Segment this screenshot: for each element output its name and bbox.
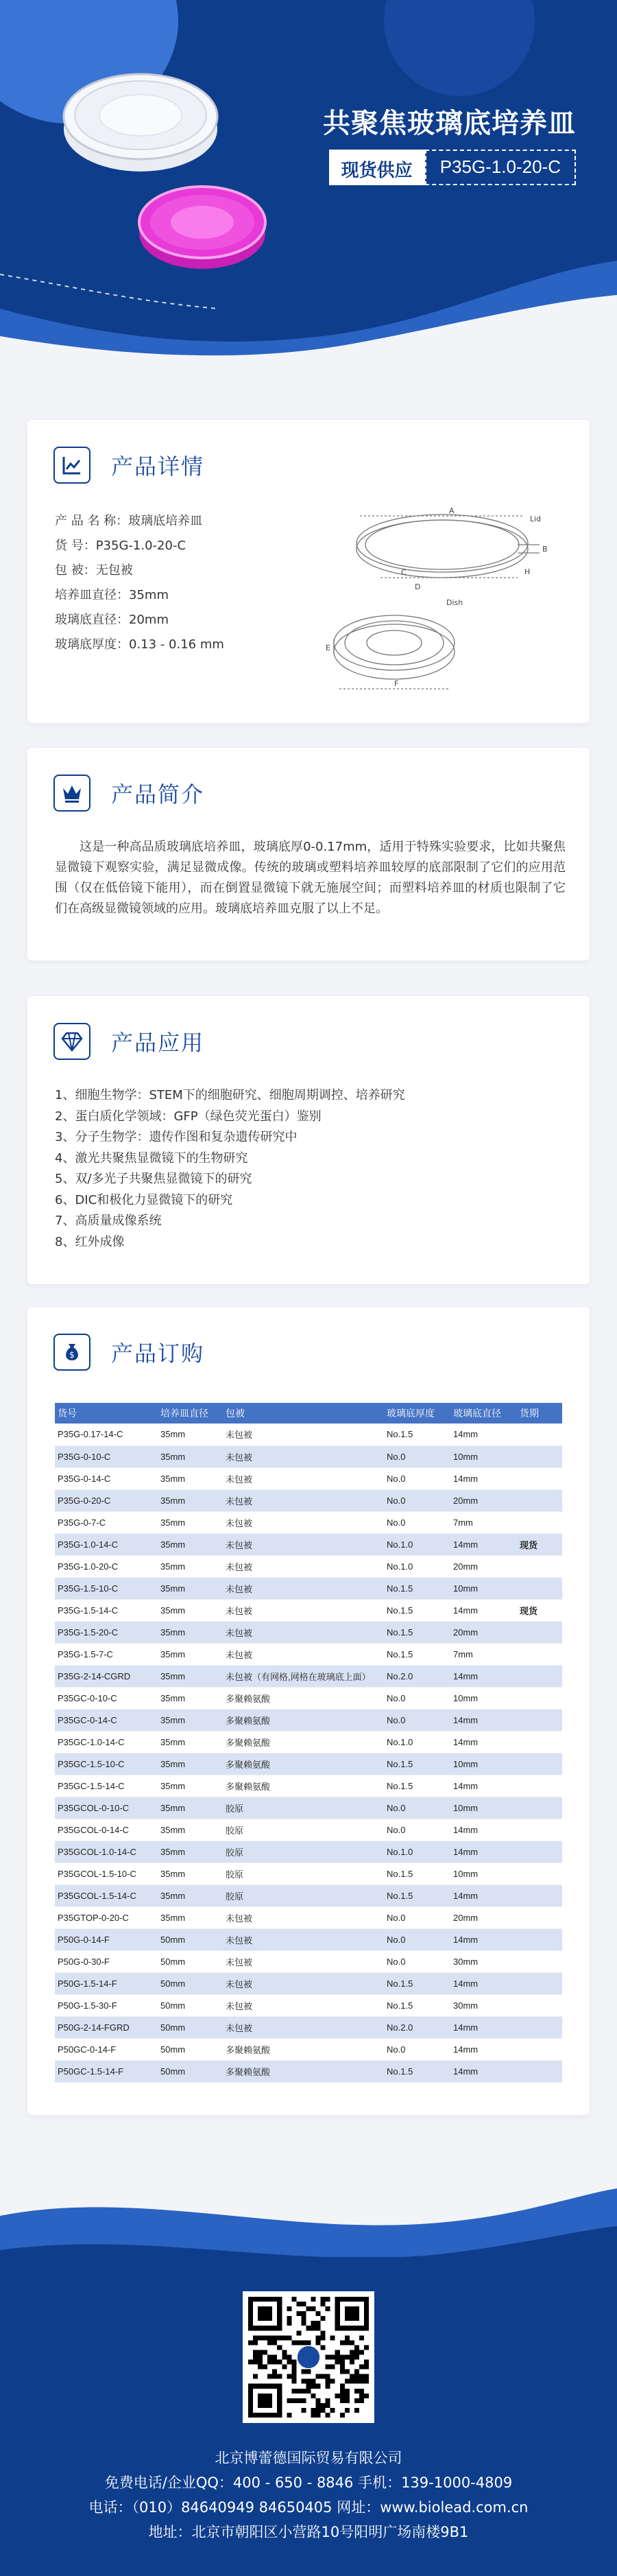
table-cell: 未包被: [223, 1906, 384, 1928]
table-header-row: [55, 1403, 562, 1423]
table-cell: 胶原: [223, 1863, 384, 1884]
table-cell: 50mm: [158, 2038, 223, 2060]
table-cell: No.1.5: [384, 1753, 450, 1775]
table-row: [55, 1423, 562, 1445]
list-item: 8、红外成像: [55, 1234, 125, 1249]
table-row: [55, 1841, 562, 1863]
table-cell: 多聚赖氨酸: [223, 1731, 384, 1753]
table-cell: 35mm: [158, 1753, 223, 1775]
table-cell: 10mm: [450, 1687, 517, 1709]
table-cell: [517, 1994, 562, 2016]
dish-dimension-diagram: [312, 495, 566, 701]
table-cell: 35mm: [158, 1665, 223, 1687]
contact-info: [0, 2446, 617, 2544]
svg-text:$: $: [69, 1350, 75, 1360]
table-cell: 7mm: [450, 1511, 517, 1533]
table-row: [55, 1972, 562, 1994]
table-row: [55, 1643, 562, 1665]
table-row: [55, 1797, 562, 1819]
table-cell: [517, 1972, 562, 1994]
table-cell: No.0: [384, 1950, 450, 1972]
column-header: 货期: [517, 1403, 562, 1423]
table-cell: P35GCOL-1.5-14-C: [55, 1884, 158, 1906]
diagram-letter: H: [524, 567, 531, 576]
table-row: [55, 1533, 562, 1555]
table-cell: 胶原: [223, 1819, 384, 1841]
table-cell: P50G-0-14-F: [55, 1928, 158, 1950]
address-text: 地址：北京市朝阳区小营路10号阳明广场南楼9B1: [148, 2524, 469, 2540]
table-cell: P35G-0-14-C: [55, 1467, 158, 1489]
spec-item: 培养皿直径：35mm: [55, 588, 169, 602]
table-cell: 35mm: [158, 1731, 223, 1753]
table-cell: 20mm: [450, 1621, 517, 1643]
table-cell: P35GC-0-14-C: [55, 1709, 158, 1731]
table-cell: 35mm: [158, 1533, 223, 1555]
diagram-letter: D: [415, 582, 421, 591]
table-cell: 多聚赖氨酸: [223, 1687, 384, 1709]
table-cell: [517, 1950, 562, 1972]
table-cell: No.0: [384, 2038, 450, 2060]
table-cell: 未包被（有网格,网格在玻璃底上面）: [223, 1665, 384, 1687]
table-cell: 14mm: [450, 1819, 517, 1841]
table-cell: 未包被: [223, 1599, 384, 1621]
table-row: [55, 1555, 562, 1577]
spec-item: 产 品 名 称：玻璃底培养皿: [55, 514, 203, 528]
table-cell: 未包被: [223, 2016, 384, 2038]
table-cell: P50G-1.5-30-F: [55, 1994, 158, 2016]
table-cell: 14mm: [450, 1533, 517, 1555]
table-cell: No.1.0: [384, 1555, 450, 1577]
table-cell: 14mm: [450, 1665, 517, 1687]
diagram-letter: A: [449, 506, 455, 515]
table-cell: 多聚赖氨酸: [223, 1753, 384, 1775]
table-cell: [517, 1841, 562, 1863]
column-header: 玻璃底厚度: [384, 1403, 450, 1423]
table-cell: 14mm: [450, 2038, 517, 2060]
table-cell: 35mm: [158, 1489, 223, 1511]
table-row: [55, 1577, 562, 1599]
table-cell: No.1.5: [384, 1577, 450, 1599]
table-row: [55, 2016, 562, 2038]
money-bag-icon: [53, 1334, 90, 1371]
table-cell: P50GC-0-14-F: [55, 2038, 158, 2060]
list-item: 4、激光共聚焦显微镜下的生物研究: [55, 1150, 248, 1166]
table-cell: P35G-1.5-10-C: [55, 1577, 158, 1599]
clear-dish-image: [55, 48, 226, 178]
table-cell: No.1.5: [384, 1972, 450, 1994]
table-row: [55, 1731, 562, 1753]
card-title: 产品订购: [111, 1340, 205, 1367]
table-cell: [517, 1863, 562, 1884]
table-row: [55, 2038, 562, 2060]
table-cell: No.0: [384, 1511, 450, 1533]
table-row: [55, 1599, 562, 1621]
table-cell: [517, 1511, 562, 1533]
intro-paragraph: 这是一种高品质玻璃底培养皿，玻璃底厚0-0.17mm，适用于特殊实验要求，比如共聚焦显微镜下观察实验，满足显微成像。传统的玻璃或塑料培养皿较厚的底部限制了它们的应用范围（仅在低倍镜下能用），而在倒置显微镜下就无施展空间；而塑料培养皿的材质也限制了它们在高级显微镜领域的应用。玻璃底培养皿克服了以上不足。: [55, 840, 566, 916]
table-cell: 未包被: [223, 1511, 384, 1533]
table-cell: 14mm: [450, 1972, 517, 1994]
list-item: 6、DIC和极化力显微镜下的研究: [55, 1192, 233, 1207]
table-cell: No.0: [384, 1687, 450, 1709]
table-cell: 现货: [517, 1599, 562, 1621]
table-cell: No.0: [384, 1819, 450, 1841]
table-cell: P35G-1.5-14-C: [55, 1599, 158, 1621]
table-cell: No.1.0: [384, 1841, 450, 1863]
table-cell: 35mm: [158, 1687, 223, 1709]
table-cell: 35mm: [158, 1906, 223, 1928]
spec-item: 玻璃底厚度：0.13 - 0.16 mm: [55, 637, 224, 652]
table-cell: No.1.5: [384, 2060, 450, 2082]
table-row: [55, 1467, 562, 1489]
table-cell: 35mm: [158, 1445, 223, 1467]
stock-badge: 现货供应: [329, 150, 425, 185]
diagram-letter: B: [542, 545, 548, 554]
table-cell: [517, 2038, 562, 2060]
table-cell: 14mm: [450, 1467, 517, 1489]
table-cell: P35G-1.5-20-C: [55, 1621, 158, 1643]
card-title: 产品应用: [111, 1030, 205, 1056]
table-cell: [517, 1906, 562, 1928]
table-cell: P35GCOL-0-10-C: [55, 1797, 158, 1819]
table-cell: [517, 1621, 562, 1643]
table-cell: No.2.0: [384, 2016, 450, 2038]
table-cell: P35G-1.0-14-C: [55, 1533, 158, 1555]
table-cell: 35mm: [158, 1841, 223, 1863]
column-header: 培养皿直径: [158, 1403, 223, 1423]
spec-item: 玻璃底直径：20mm: [55, 613, 169, 627]
table-row: [55, 1906, 562, 1928]
table-row: [55, 1884, 562, 1906]
table-cell: [517, 1731, 562, 1753]
table-cell: 35mm: [158, 1423, 223, 1445]
table-cell: 未包被: [223, 1555, 384, 1577]
table-cell: 30mm: [450, 1950, 517, 1972]
table-cell: No.0: [384, 1928, 450, 1950]
table-cell: No.1.5: [384, 1994, 450, 2016]
table-cell: 10mm: [450, 1445, 517, 1467]
spec-item: 包 被：无包被: [55, 563, 133, 578]
table-cell: 胶原: [223, 1841, 384, 1863]
product-code-badge: P35G-1.0-20-C: [425, 150, 576, 185]
table-cell: No.1.5: [384, 1599, 450, 1621]
table-row: [55, 1863, 562, 1884]
table-cell: P35GCOL-1.0-14-C: [55, 1841, 158, 1863]
column-header: 货号: [55, 1403, 158, 1423]
table-cell: 多聚赖氨酸: [223, 2038, 384, 2060]
table-cell: [517, 1467, 562, 1489]
table-cell: No.0: [384, 1797, 450, 1819]
table-cell: No.1.0: [384, 1731, 450, 1753]
table-cell: 14mm: [450, 2016, 517, 2038]
table-cell: 35mm: [158, 1577, 223, 1599]
decor-blob: [384, 0, 535, 96]
table-cell: 14mm: [450, 1599, 517, 1621]
hero-banner: [0, 0, 617, 384]
table-cell: [517, 1819, 562, 1841]
table-cell: 未包被: [223, 1489, 384, 1511]
table-cell: P35G-0-7-C: [55, 1511, 158, 1533]
table-cell: No.1.5: [384, 1643, 450, 1665]
table-cell: 14mm: [450, 1775, 517, 1797]
table-row: [55, 2060, 562, 2082]
company-name: 北京博蕾德国际贸易有限公司: [215, 2450, 402, 2466]
list-item: 2、蛋白质化学领域：GFP（绿色荧光蛋白）鉴别: [55, 1109, 322, 1124]
table-cell: [517, 1775, 562, 1797]
table-cell: 30mm: [450, 1994, 517, 2016]
table-row: [55, 1819, 562, 1841]
table-row: [55, 1709, 562, 1731]
order-table-body: [55, 1423, 562, 2082]
table-cell: No.0: [384, 1709, 450, 1731]
table-cell: 未包被: [223, 1643, 384, 1665]
table-cell: [517, 1797, 562, 1819]
table-cell: 14mm: [450, 1841, 517, 1863]
table-cell: 35mm: [158, 1819, 223, 1841]
table-cell: 35mm: [158, 1555, 223, 1577]
table-cell: 20mm: [450, 1489, 517, 1511]
table-row: [55, 1621, 562, 1643]
table-cell: [517, 1423, 562, 1445]
table-cell: 14mm: [450, 1709, 517, 1731]
table-row: [55, 1950, 562, 1972]
footer: [0, 2175, 617, 2576]
hero-wave: [0, 233, 617, 384]
table-cell: No.1.0: [384, 1533, 450, 1555]
table-cell: No.1.5: [384, 1423, 450, 1445]
column-header: 玻璃底直径: [450, 1403, 517, 1423]
table-cell: No.1.5: [384, 1775, 450, 1797]
table-cell: 未包被: [223, 1533, 384, 1555]
table-cell: 50mm: [158, 1994, 223, 2016]
table-cell: No.2.0: [384, 1665, 450, 1687]
table-cell: 未包被: [223, 1467, 384, 1489]
product-application-card: [27, 996, 590, 1284]
card-title: 产品简介: [111, 781, 205, 807]
table-cell: No.1.5: [384, 1621, 450, 1643]
table-cell: P50G-2-14-FGRD: [55, 2016, 158, 2038]
table-cell: 35mm: [158, 1775, 223, 1797]
list-item: 3、分子生物学：遗传作图和复杂遗传研究中: [55, 1130, 298, 1144]
application-list: [55, 1085, 566, 1253]
table-row: [55, 1994, 562, 2016]
table-cell: 未包被: [223, 1994, 384, 2016]
table-cell: P35GTOP-0-20-C: [55, 1906, 158, 1928]
card-header: [53, 1022, 204, 1061]
table-cell: No.0: [384, 1467, 450, 1489]
card-header: [53, 1333, 204, 1371]
table-cell: 未包被: [223, 1445, 384, 1467]
diagram-letter: C: [401, 568, 407, 577]
table-cell: P50G-0-30-F: [55, 1950, 158, 1972]
table-cell: P50G-1.5-14-F: [55, 1972, 158, 1994]
chart-line-icon: [53, 447, 90, 484]
card-title: 产品详情: [111, 453, 205, 480]
table-cell: P35GC-1.5-10-C: [55, 1753, 158, 1775]
diagram-label-lid: Lid: [530, 515, 542, 523]
table-cell: 未包被: [223, 1621, 384, 1643]
table-cell: 35mm: [158, 1797, 223, 1819]
table-cell: No.0: [384, 1489, 450, 1511]
column-header: 包被: [223, 1403, 384, 1423]
product-details-card: [27, 420, 590, 723]
table-cell: [517, 1643, 562, 1665]
table-cell: 35mm: [158, 1884, 223, 1906]
table-cell: P50GC-1.5-14-F: [55, 2060, 158, 2082]
table-cell: [517, 1687, 562, 1709]
table-cell: 多聚赖氨酸: [223, 2060, 384, 2082]
table-cell: P35G-0.17-14-C: [55, 1423, 158, 1445]
table-cell: 未包被: [223, 1423, 384, 1445]
spec-list: [55, 509, 315, 657]
table-cell: 14mm: [450, 1423, 517, 1445]
table-cell: [517, 1884, 562, 1906]
list-item: 5、双/多光子共聚焦显微镜下的研究: [55, 1172, 252, 1186]
table-cell: 10mm: [450, 1797, 517, 1819]
table-cell: 35mm: [158, 1621, 223, 1643]
table-cell: P35G-0-20-C: [55, 1489, 158, 1511]
table-cell: 10mm: [450, 1753, 517, 1775]
table-cell: 35mm: [158, 1863, 223, 1884]
table-cell: 35mm: [158, 1511, 223, 1533]
table-cell: P35G-0-10-C: [55, 1445, 158, 1467]
table-cell: 多聚赖氨酸: [223, 1709, 384, 1731]
table-cell: 20mm: [450, 1555, 517, 1577]
table-row: [55, 1489, 562, 1511]
spec-item: 货 号：P35G-1.0-20-C: [55, 539, 186, 553]
table-row: [55, 1665, 562, 1687]
table-cell: 35mm: [158, 1709, 223, 1731]
table-cell: [517, 2016, 562, 2038]
table-row: [55, 1445, 562, 1467]
table-cell: P35GCOL-0-14-C: [55, 1819, 158, 1841]
table-cell: [517, 1753, 562, 1775]
table-cell: 胶原: [223, 1884, 384, 1906]
table-cell: 50mm: [158, 2060, 223, 2082]
table-cell: [517, 1555, 562, 1577]
table-cell: No.1.5: [384, 1863, 450, 1884]
order-table: [55, 1403, 562, 2083]
table-row: [55, 1775, 562, 1797]
table-cell: 14mm: [450, 1884, 517, 1906]
table-cell: [517, 1577, 562, 1599]
table-cell: 7mm: [450, 1643, 517, 1665]
table-cell: [517, 1665, 562, 1687]
table-cell: 50mm: [158, 1928, 223, 1950]
card-header: [53, 774, 204, 812]
table-row: [55, 1928, 562, 1950]
table-cell: 50mm: [158, 2016, 223, 2038]
table-cell: 50mm: [158, 1950, 223, 1972]
diagram-label-dish: Dish: [446, 598, 463, 607]
table-cell: P35G-1.0-20-C: [55, 1555, 158, 1577]
diagram-letter: E: [326, 643, 330, 652]
table-cell: 35mm: [158, 1599, 223, 1621]
table-cell: [517, 1489, 562, 1511]
table-cell: 多聚赖氨酸: [223, 1775, 384, 1797]
table-cell: 未包被: [223, 1950, 384, 1972]
hotline-text: 免费电话/企业QQ：400 - 650 - 8846 手机：139-1000-4809: [104, 2474, 513, 2491]
table-cell: 10mm: [450, 1863, 517, 1884]
table-cell: [517, 1709, 562, 1731]
table-cell: 现货: [517, 1533, 562, 1555]
table-cell: P35GC-1.5-14-C: [55, 1775, 158, 1797]
page-title: 共聚焦玻璃底培养皿: [323, 108, 576, 139]
table-cell: P35GCOL-1.5-10-C: [55, 1863, 158, 1884]
table-cell: No.0: [384, 1445, 450, 1467]
crown-icon: [53, 775, 90, 812]
table-cell: 未包被: [223, 1928, 384, 1950]
product-intro-card: [27, 748, 590, 960]
table-cell: 50mm: [158, 1972, 223, 1994]
table-row: [55, 1753, 562, 1775]
table-cell: 35mm: [158, 1467, 223, 1489]
table-cell: 14mm: [450, 2060, 517, 2082]
diagram-letter: F: [394, 679, 399, 688]
table-cell: No.0: [384, 1906, 450, 1928]
table-cell: P35G-2-14-CGRD: [55, 1665, 158, 1687]
list-item: 7、高质量成像系统: [55, 1214, 162, 1228]
table-cell: 35mm: [158, 1643, 223, 1665]
diamond-icon: [53, 1023, 90, 1060]
hero-tags: [288, 150, 576, 185]
table-row: [55, 1687, 562, 1709]
table-cell: [517, 2060, 562, 2082]
table-cell: P35G-1.5-7-C: [55, 1643, 158, 1665]
product-order-card: [27, 1307, 590, 2115]
table-cell: P35GC-0-10-C: [55, 1687, 158, 1709]
qr-code: [243, 2291, 374, 2423]
phone-website-text: 电话：（010）84640949 84650405 网址：www.biolead.com.cn: [88, 2499, 529, 2516]
table-cell: [517, 1928, 562, 1950]
table-cell: No.1.5: [384, 1884, 450, 1906]
list-item: 1、细胞生物学：STEM下的细胞研究、细胞周期调控、培养研究: [55, 1088, 405, 1102]
table-cell: 14mm: [450, 1928, 517, 1950]
table-cell: [517, 1445, 562, 1467]
card-header: [53, 446, 204, 484]
table-cell: 未包被: [223, 1577, 384, 1599]
table-cell: 20mm: [450, 1906, 517, 1928]
table-cell: 10mm: [450, 1577, 517, 1599]
table-cell: 未包被: [223, 1972, 384, 1994]
table-row: [55, 1511, 562, 1533]
table-cell: 14mm: [450, 1731, 517, 1753]
table-cell: 胶原: [223, 1797, 384, 1819]
table-cell: P35GC-1.0-14-C: [55, 1731, 158, 1753]
